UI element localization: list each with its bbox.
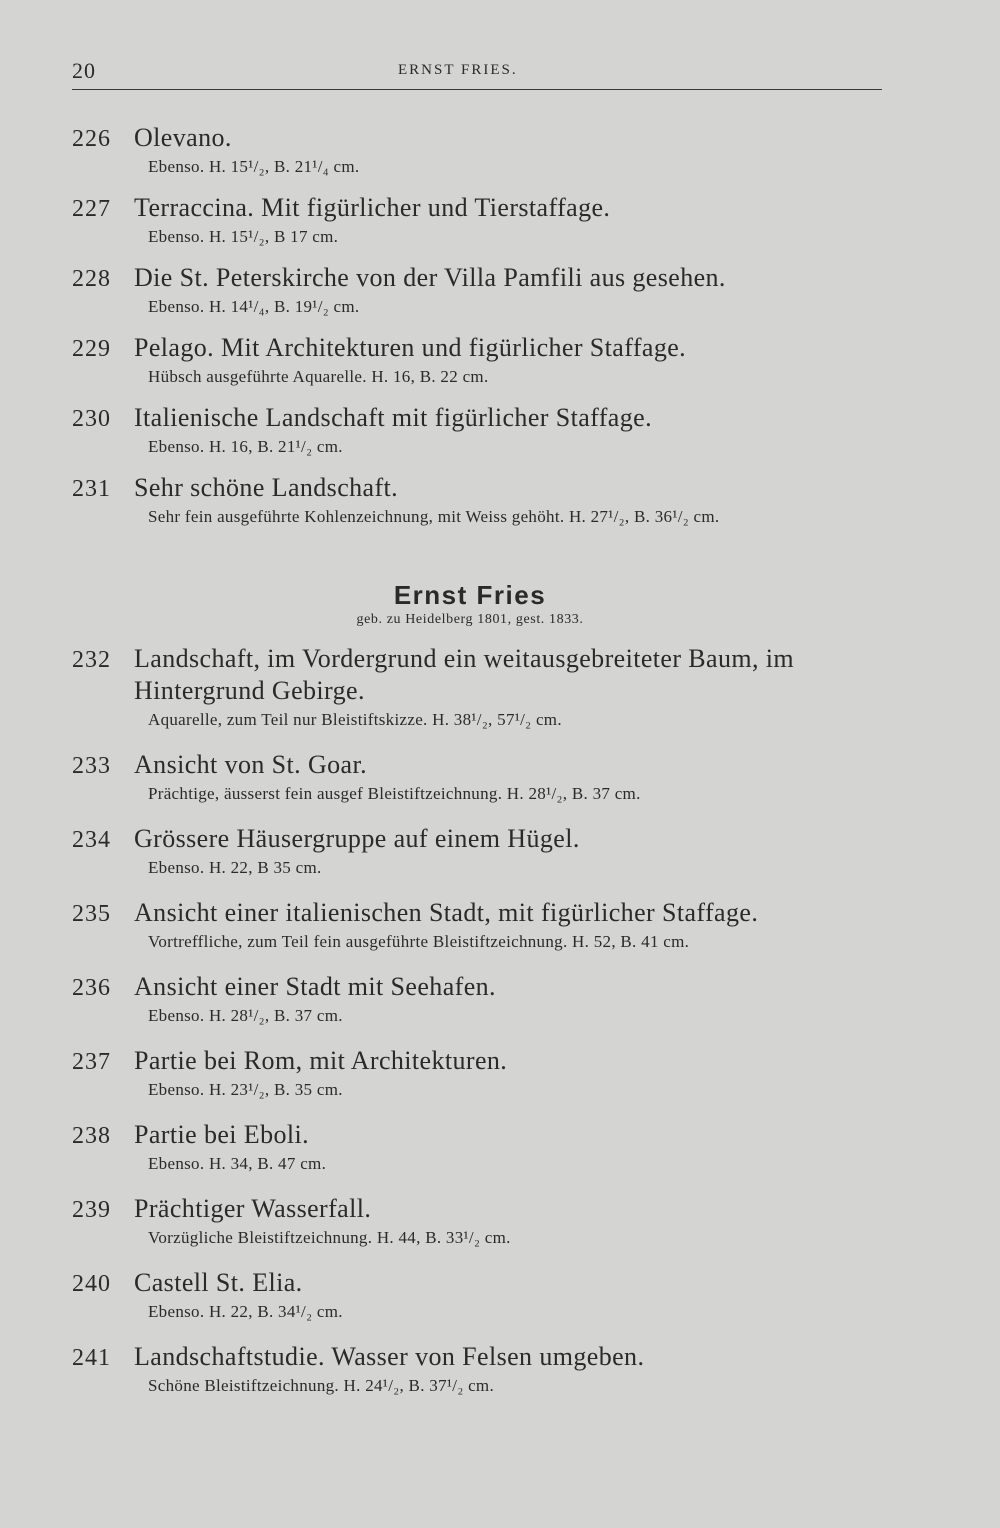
entry-title: Landschaftstudie. Wasser von Felsen umgeben. [134, 1342, 645, 1371]
catalog-entry [72, 823, 902, 881]
entry-title: Terraccina. Mit figürlicher und Tierstaffage. [134, 193, 611, 222]
entry-number: 232 [72, 647, 111, 673]
entry-heading [72, 823, 902, 855]
entry-number: 233 [72, 753, 111, 779]
entry-title: Grössere Häusergruppe auf einem Hügel. [134, 824, 580, 853]
entry-heading [72, 749, 902, 781]
entry-number: 230 [72, 406, 111, 432]
entry-heading [72, 1341, 902, 1373]
entry-heading [72, 1193, 902, 1225]
entry-description: Ebenso. H. 23¹/₂, B. 35 cm. [148, 1080, 343, 1099]
entry-heading [72, 122, 902, 154]
entry-title: Pelago. Mit Architekturen und figürlicher Staffage. [134, 333, 687, 362]
entry-heading [72, 1045, 902, 1077]
entry-number: 234 [72, 827, 111, 853]
page-header [72, 58, 882, 90]
catalog-entry [72, 122, 902, 180]
entry-title: Ansicht von St. Goar. [134, 750, 368, 779]
entry-description: Ebenso. H. 22, B 35 cm. [148, 858, 322, 877]
catalog-entry [72, 897, 902, 955]
artist-name: Ernst Fries [393, 580, 547, 610]
entry-description: Hübsch ausgeführte Aquarelle. H. 16, B. 22 cm. [148, 367, 489, 386]
entry-description: Ebenso. H. 16, B. 21¹/₂ cm. [148, 437, 343, 456]
entry-heading [72, 1267, 902, 1299]
catalog-entry [72, 1341, 902, 1399]
entry-description: Ebenso. H. 14¹/₄, B. 19¹/₂ cm. [148, 297, 360, 316]
entry-description: Ebenso. H. 15¹/₂, B 17 cm. [148, 227, 339, 246]
entry-description: Prächtige, äusserst fein ausgef Bleistiftzeichnung. H. 28¹/₂, B. 37 cm. [148, 784, 641, 803]
entry-description: Ebenso. H. 22, B. 34¹/₂ cm. [148, 1302, 343, 1321]
entry-description: Vorzügliche Bleistiftzeichnung. H. 44, B. 33¹/₂ cm. [148, 1228, 511, 1247]
entry-heading [72, 332, 902, 364]
entry-description: Vortreffliche, zum Teil fein ausgeführte Bleistiftzeichnung. H. 52, B. 41 cm. [148, 932, 690, 951]
entry-heading [72, 643, 902, 707]
entry-heading [72, 897, 902, 929]
running-title: ERNST FRIES. [398, 62, 518, 78]
entry-heading [72, 1119, 902, 1151]
entry-heading [72, 192, 902, 224]
entry-title: Sehr schöne Landschaft. [134, 473, 399, 502]
catalog-entry [72, 402, 902, 460]
entry-description: Ebenso. H. 15¹/₂, B. 21¹/₄ cm. [148, 157, 360, 176]
entry-number: 237 [72, 1049, 111, 1075]
entry-title: Prächtiger Wasserfall. [134, 1194, 372, 1223]
entry-list-before [72, 122, 902, 542]
entry-number: 226 [72, 126, 111, 152]
entry-number: 235 [72, 901, 111, 927]
artist-heading [0, 580, 940, 630]
entry-number: 231 [72, 476, 111, 502]
catalog-entry [72, 192, 902, 250]
entry-description: Ebenso. H. 28¹/₂, B. 37 cm. [148, 1006, 343, 1025]
catalog-entry [72, 472, 902, 530]
entry-heading [72, 971, 902, 1003]
entry-number: 238 [72, 1123, 111, 1149]
entry-number: 241 [72, 1345, 111, 1371]
entry-heading [72, 472, 902, 504]
entry-number: 239 [72, 1197, 111, 1223]
entry-title: Olevano. [134, 123, 232, 152]
catalog-entry [72, 262, 902, 320]
catalog-entry [72, 1267, 902, 1325]
artist-dates: geb. zu Heidelberg 1801, gest. 1833. [356, 612, 584, 627]
catalog-entry [72, 643, 902, 733]
catalog-entry [72, 749, 902, 807]
entry-title: Partie bei Eboli. [134, 1120, 310, 1149]
entry-number: 240 [72, 1271, 111, 1297]
catalog-entry [72, 1119, 902, 1177]
entry-heading [72, 402, 902, 434]
entry-title: Landschaft, im Vordergrund ein weitausgebreiteter Baum, im Hintergrund Gebirge. [134, 644, 795, 705]
entry-title: Italienische Landschaft mit figürlicher Staffage. [134, 403, 652, 432]
entry-description: Schöne Bleistiftzeichnung. H. 24¹/₂, B. 37¹/₂ cm. [148, 1376, 495, 1395]
entry-title: Die St. Peterskirche von der Villa Pamfili aus gesehen. [134, 263, 726, 292]
entry-title: Castell St. Elia. [134, 1268, 303, 1297]
entry-description: Ebenso. H. 34, B. 47 cm. [148, 1154, 327, 1173]
entry-number: 229 [72, 336, 111, 362]
entry-heading [72, 262, 902, 294]
page-number: 20 [72, 58, 96, 83]
catalog-entry [72, 971, 902, 1029]
entry-number: 227 [72, 196, 111, 222]
entry-list-after [72, 643, 902, 1415]
entry-title: Partie bei Rom, mit Architekturen. [134, 1046, 508, 1075]
entry-description: Aquarelle, zum Teil nur Bleistiftskizze. H. 38¹/₂, 57¹/₂ cm. [148, 710, 562, 729]
entry-number: 228 [72, 266, 111, 292]
header-rule [72, 89, 882, 90]
entry-number: 236 [72, 975, 111, 1001]
catalog-entry [72, 332, 902, 390]
entry-title: Ansicht einer Stadt mit Seehafen. [134, 972, 496, 1001]
entry-description: Sehr fein ausgeführte Kohlenzeichnung, mit Weiss gehöht. H. 27¹/₂, B. 36¹/₂ cm. [148, 507, 720, 526]
catalog-entry [72, 1193, 902, 1251]
entry-title: Ansicht einer italienischen Stadt, mit figürlicher Staffage. [134, 898, 759, 927]
catalog-entry [72, 1045, 902, 1103]
